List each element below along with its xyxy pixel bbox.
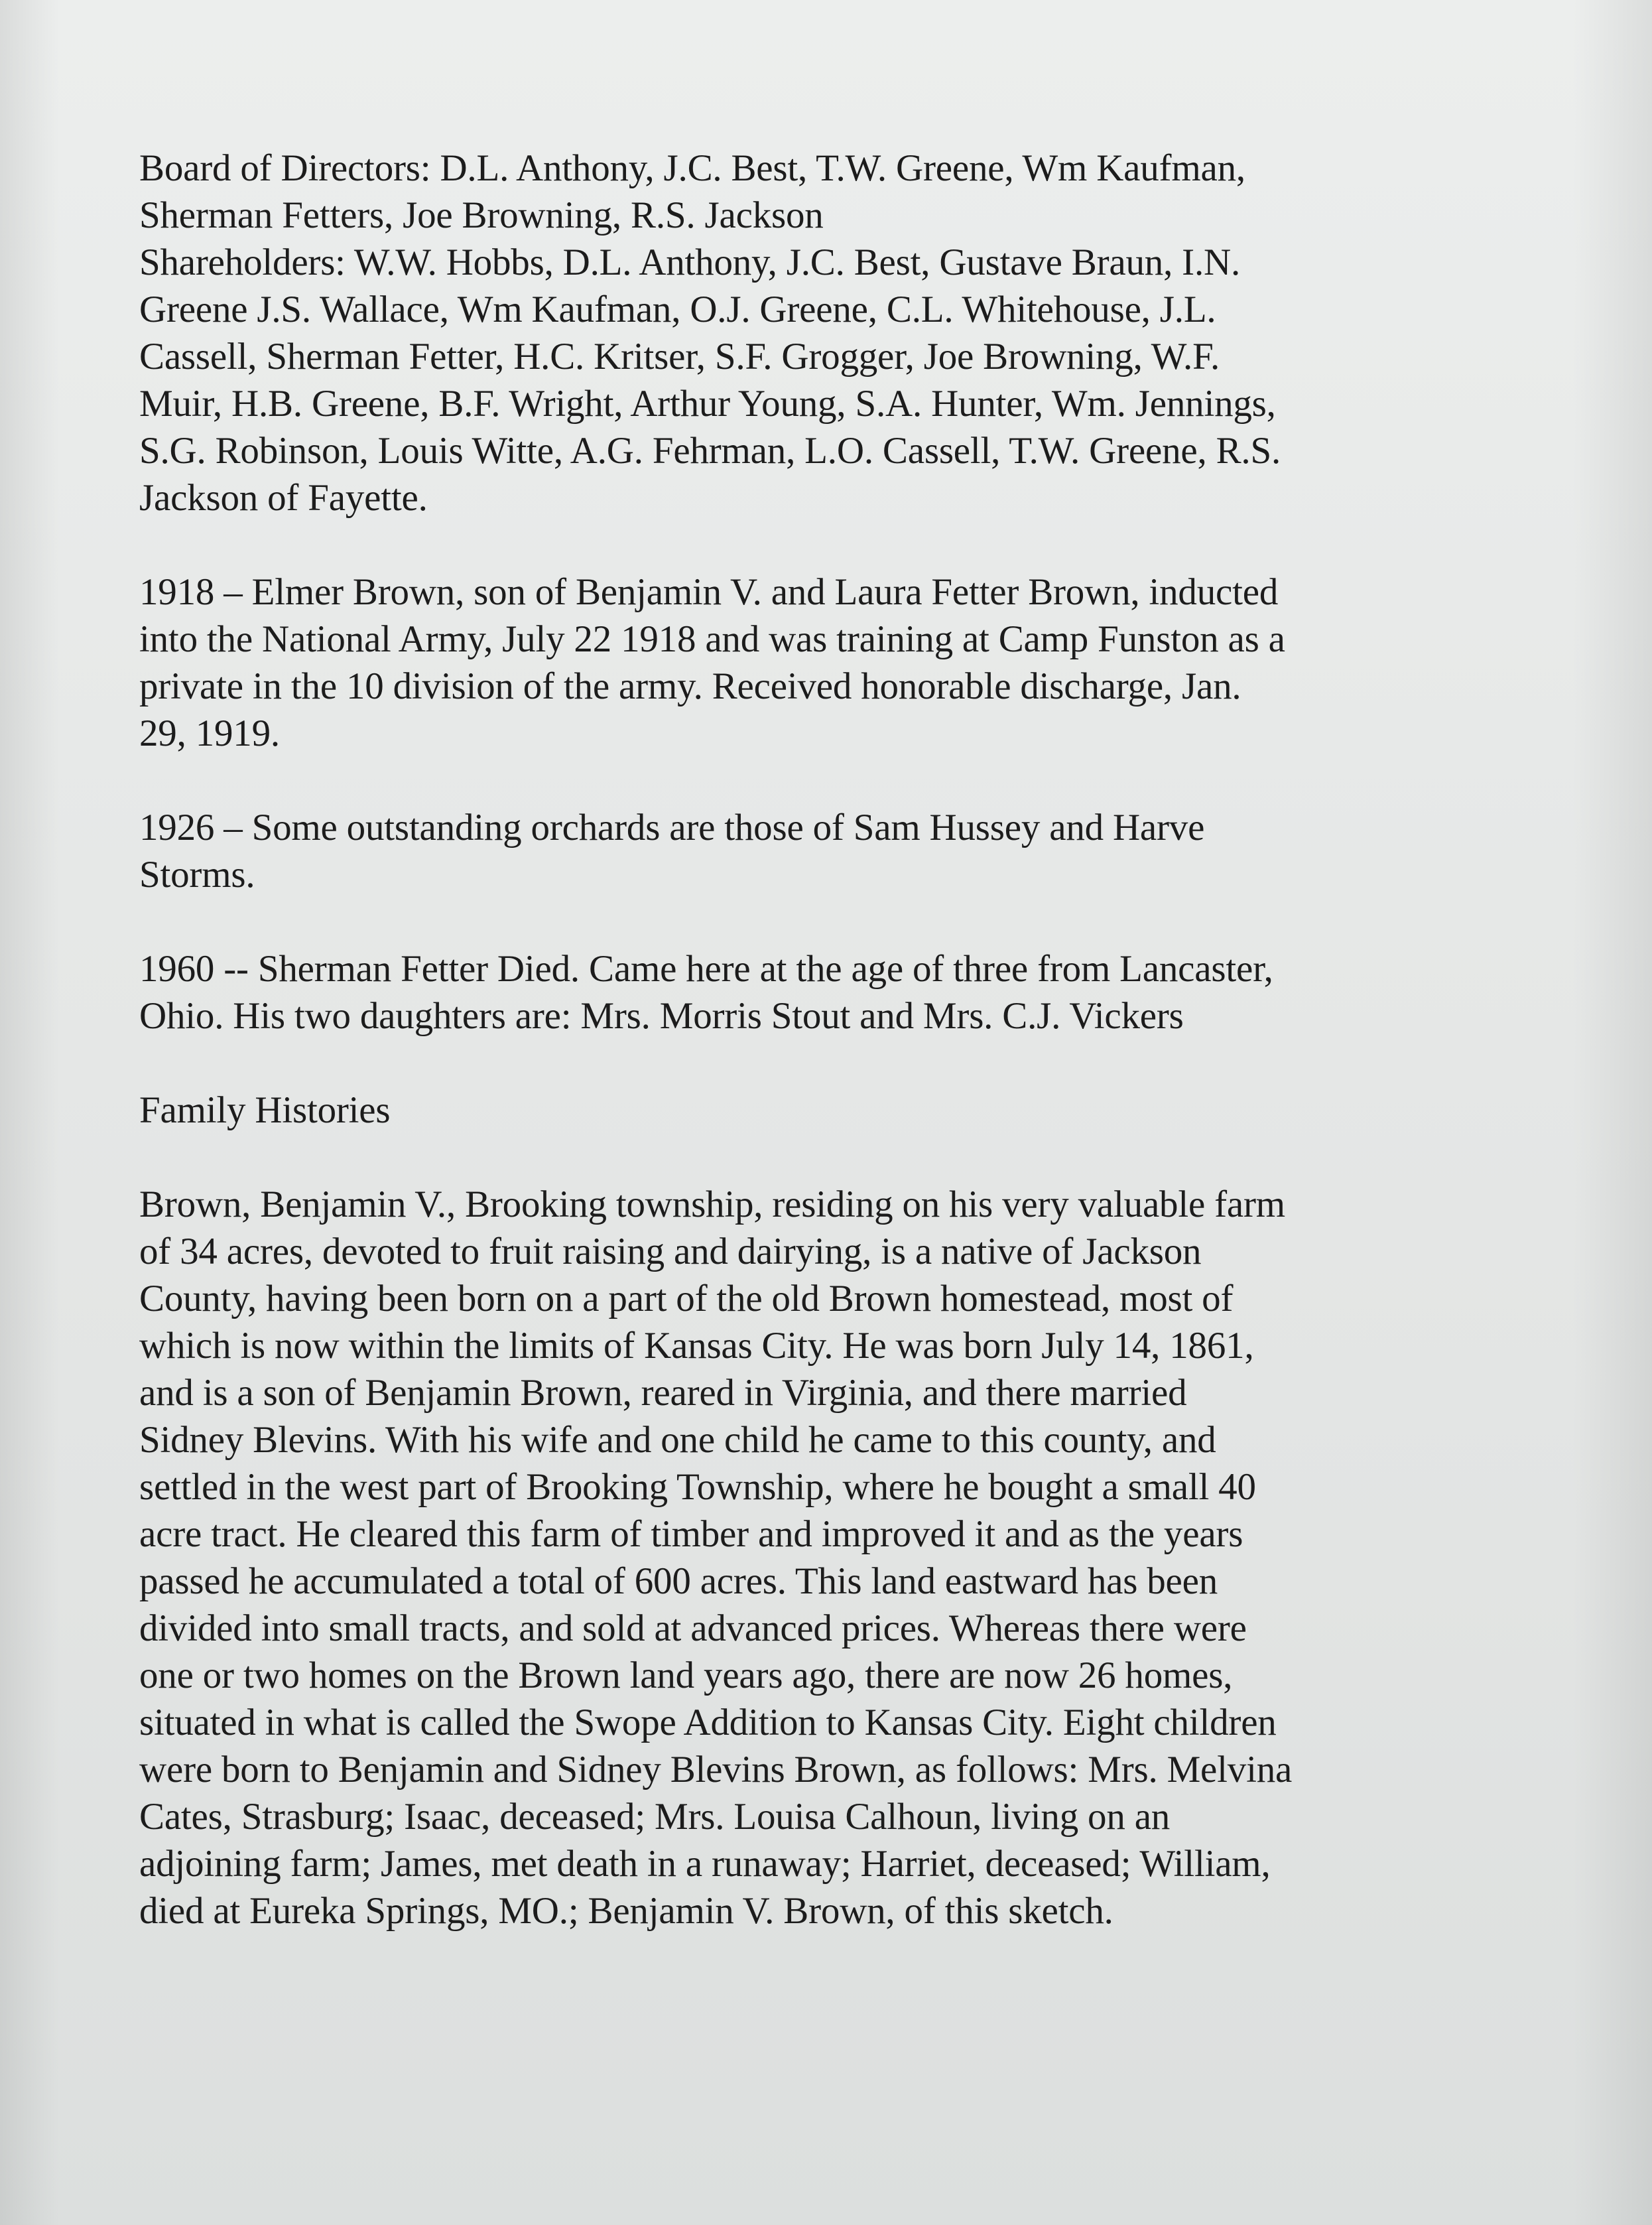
- document-body: [139, 145, 1492, 1934]
- page-shadow-left: [0, 0, 60, 2225]
- paragraph-gap: [139, 1040, 1492, 1087]
- entry-1960-paragraph: 1960 -- Sherman Fetter Died. Came here at the age of three from Lancaster, Ohio. His two daughters are: Mrs. Morris Stout and Mrs. C.J. Vickers: [139, 948, 1273, 1037]
- paragraph-gap: [139, 757, 1492, 804]
- family-histories-heading: Family Histories: [139, 1089, 391, 1131]
- paragraph-gap: [139, 1134, 1492, 1181]
- page-shadow-right: [1572, 0, 1652, 2225]
- entry-1918-paragraph: 1918 – Elmer Brown, son of Benjamin V. and Laura Fetter Brown, inducted into the National Army, July 22 1918 and was training at Camp Funston as a private in the 10 division of the army. Received honorable discharge, Jan. 29, 1919.: [139, 571, 1285, 754]
- entry-1926-paragraph: 1926 – Some outstanding orchards are those of Sam Hussey and Harve Storms.: [139, 807, 1205, 896]
- brown-family-history-paragraph: Brown, Benjamin V., Brooking township, residing on his very valuable farm of 34 acres, devoted to fruit raising and dairying, is a native of Jackson County, having been born on a part of the old Brown homestead, most of which is now within the limits of Kansas City. He was born July 14, 1861, and is a son of Benjamin Brown, reared in Virginia, and there married Sidney Blevins. With his wife and one child he came to this county, and settled in the west part of Brooking Township, where he bought a small 40 acre tract. He cleared this farm of timber and improved it and as the years passed he accumulated a total of 600 acres. This land eastward has been divided into small tracts, and sold at advanced prices. Whereas there were one or two homes on the Brown land years ago, there are now 26 homes, situated in what is called the Swope Addition to Kansas City. Eight children were born to Benjamin and Sidney Blevins Brown, as follows: Mrs. Melvina Cates, Strasburg; Isaac, deceased; Mrs. Louisa Calhoun, living on an adjoining farm; James, met death in a runaway; Harriet, deceased; William, died at Eureka Springs, MO.; Benjamin V. Brown, of this sketch.: [139, 1183, 1293, 1932]
- board-of-directors-paragraph: Board of Directors: D.L. Anthony, J.C. Best, T.W. Greene, Wm Kaufman, Sherman Fetters, Joe Browning, R.S. Jackson: [139, 147, 1245, 236]
- paragraph-gap: [139, 898, 1492, 945]
- shareholders-paragraph: Shareholders: W.W. Hobbs, D.L. Anthony, J.C. Best, Gustave Braun, I.N. Greene J.S. Wallace, Wm Kaufman, O.J. Greene, C.L. Whitehouse, J.L. Cassell, Sherman Fetter, H.C. Kritser, S.F. Grogger, Joe Browning, W.F. Muir, H.B. Greene, B.F. Wright, Arthur Young, S.A. Hunter, Wm. Jennings, S.G. Robinson, Louis Witte, A.G. Fehrman, L.O. Cassell, T.W. Greene, R.S. Jackson of Fayette.: [139, 241, 1281, 519]
- paragraph-gap: [139, 521, 1492, 569]
